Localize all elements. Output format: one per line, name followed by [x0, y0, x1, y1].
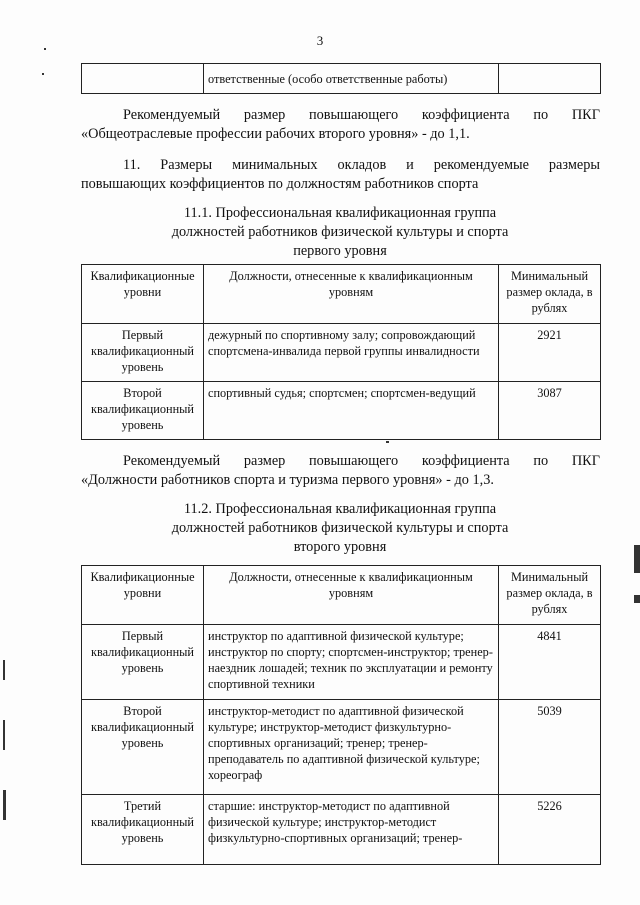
word: Размеры	[160, 157, 213, 173]
recommendation-paragraph-2	[81, 452, 600, 490]
scan-mark	[386, 441, 389, 443]
table-cell-level: Первый квалификационный уровень	[82, 625, 204, 700]
word: минимальных	[232, 157, 318, 173]
title-line: первого уровня	[293, 243, 387, 259]
scan-mark	[44, 48, 46, 50]
word: размеры	[548, 157, 600, 173]
table-cell-salary: 4841	[499, 625, 601, 700]
scan-mark	[3, 790, 6, 820]
table-row	[82, 700, 601, 795]
word: по	[533, 453, 549, 469]
table-cell-empty	[499, 64, 601, 94]
word: 11.	[123, 157, 141, 173]
table-cell-level: Второй квалификационный уровень	[82, 700, 204, 795]
word: и	[406, 157, 414, 173]
paragraph-line: повышающих коэффициентов по должностям работников спорта	[81, 176, 479, 192]
word: по	[533, 107, 549, 123]
title-line: должностей работников физической культуры и спорта	[171, 520, 509, 536]
word: ПКГ	[571, 453, 600, 469]
table-cell-positions: спортивный судья; спортсмен; спортсмен-ведущий	[204, 382, 499, 440]
table-row	[82, 64, 601, 94]
header-levels: Квалификационные уровни	[82, 566, 204, 625]
table-cell-positions: дежурный по спортивному залу; сопровождающий спортсмена-инвалида первой группы инвалидности	[204, 324, 499, 382]
scan-mark	[3, 660, 5, 680]
word: рекомендуемые	[433, 157, 529, 173]
word: размер	[243, 453, 286, 469]
word: повышающего	[309, 107, 399, 123]
word: размер	[243, 107, 286, 123]
continued-table	[81, 63, 601, 94]
title-line: 11.2. Профессиональная квалификационная группа	[183, 501, 497, 517]
recommendation-paragraph-1	[81, 106, 600, 144]
title-line: 11.1. Профессиональная квалификационная группа	[183, 205, 497, 221]
table-cell-positions: инструктор-методист по адаптивной физической культуре; инструктор-методист физкультурно-спортивных организаций; тренер; тренер-преподаватель по адаптивной физической культуре; хореограф	[204, 700, 499, 795]
table-header-row	[82, 566, 601, 625]
word: коэффициента	[421, 453, 510, 469]
word: окладов	[337, 157, 387, 173]
table-cell-empty	[82, 64, 204, 94]
header-salary: Минимальный размер оклада, в рублях	[499, 566, 601, 625]
table-cell-level: Второй квалификационный уровень	[82, 382, 204, 440]
section-11-paragraph	[81, 156, 600, 194]
scan-mark	[634, 545, 640, 573]
word: повышающего	[309, 453, 399, 469]
title-line: второго уровня	[293, 539, 387, 555]
paragraph-line: «Общеотраслевые профессии рабочих второго уровня» - до 1,1.	[81, 126, 470, 142]
table-cell-positions: старшие: инструктор-методист по адаптивной физической культуре; инструктор-методист физкультурно-спортивных организаций; тренер-	[204, 795, 499, 865]
word: ПКГ	[571, 107, 600, 123]
scan-mark	[42, 73, 44, 75]
page-number: 3	[316, 33, 324, 48]
header-salary: Минимальный размер оклада, в рублях	[499, 265, 601, 324]
word: коэффициента	[421, 107, 510, 123]
word: Рекомендуемый	[123, 107, 221, 123]
table-row	[82, 382, 601, 440]
table-header-row	[82, 265, 601, 324]
word: Рекомендуемый	[123, 453, 221, 469]
header-positions: Должности, отнесенные к квалификационным уровням	[204, 566, 499, 625]
header-positions: Должности, отнесенные к квалификационным уровням	[204, 265, 499, 324]
table-cell-salary: 3087	[499, 382, 601, 440]
group-1-table	[81, 264, 601, 440]
paragraph-line: «Должности работников спорта и туризма первого уровня» - до 1,3.	[81, 472, 494, 488]
table-row	[82, 625, 601, 700]
header-levels: Квалификационные уровни	[82, 265, 204, 324]
table-cell-level: Третий квалификационный уровень	[82, 795, 204, 865]
group-1-title	[80, 204, 600, 261]
table-row	[82, 795, 601, 865]
scan-mark	[634, 595, 640, 603]
table-row	[82, 324, 601, 382]
table-cell-positions: ответственные (особо ответственные работы)	[204, 64, 499, 94]
table-cell-level: Первый квалификационный уровень	[82, 324, 204, 382]
scan-mark	[3, 720, 5, 750]
group-2-title	[80, 500, 600, 557]
group-2-table	[81, 565, 601, 865]
table-cell-salary: 5039	[499, 700, 601, 795]
table-cell-salary: 5226	[499, 795, 601, 865]
table-cell-positions: инструктор по адаптивной физической культуре; инструктор по спорту; спортсмен-инструктор; тренер-наездник лошадей; техник по эксплуатации и ремонту спортивной техники	[204, 625, 499, 700]
table-cell-salary: 2921	[499, 324, 601, 382]
title-line: должностей работников физической культуры и спорта	[171, 224, 509, 240]
